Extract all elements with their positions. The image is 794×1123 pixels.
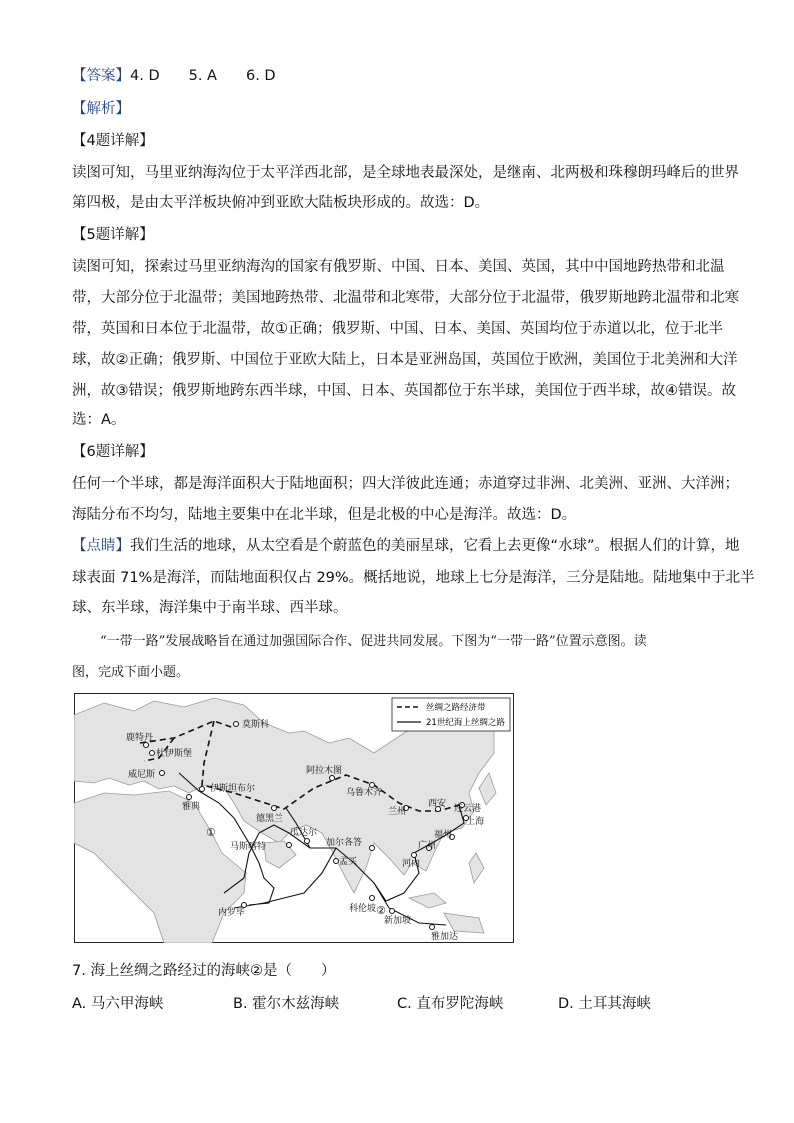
belt-road-map (74, 693, 514, 943)
q5-line-4: 球，故②正确；俄罗斯、中国位于亚欧大陆上，日本是亚洲岛国，英国位于欧洲，美国位于北美洲和大洋 (72, 352, 738, 368)
tips-line-1 (72, 536, 740, 556)
city-gwadar: 瓜达尔 (290, 828, 318, 838)
strait-marker-2: ② (376, 904, 386, 917)
strait-marker-1: ① (206, 826, 216, 839)
tips-line-2: 球表面 71%是海洋，而陆地面积仅占 29%。概括地说，地球上七分是海洋，三分是陆地。陆地集中于北半 (72, 570, 755, 586)
city-almaty: 阿拉木图 (306, 766, 343, 776)
city-guangzhou: 广州 (418, 841, 437, 851)
q4-label: 【4题详解】 (72, 133, 154, 149)
option-c[interactable]: C. 直布罗陀海峡 (397, 996, 504, 1012)
city-muscat: 马斯喀特 (230, 842, 267, 852)
option-a[interactable]: A. 马六甲海峡 (72, 996, 164, 1012)
city-jakarta: 雅加达 (431, 932, 459, 942)
legend-land-route: 丝绸之路经济带 (426, 703, 486, 713)
city-tehran: 德黑兰 (256, 814, 284, 824)
tips-line-3: 球、东半球，海洋集中于南半球、西半球。 (72, 600, 348, 616)
answer-line (72, 66, 276, 86)
q5-line-2: 带，大部分位于北温带；美国地跨热带、北温带和北寒带，大部分位于北温带，俄罗斯地跨北温带和北寒 (72, 290, 739, 306)
city-colombo: 科伦坡 (349, 904, 377, 914)
city-fuzhou: 福州 (434, 830, 453, 840)
city-venice: 威尼斯 (128, 770, 156, 780)
map-legend (392, 698, 510, 731)
city-lianyungang: 连云港 (454, 804, 482, 814)
analysis-label: 【解析】 (72, 101, 130, 117)
city-singapore: 新加坡 (384, 916, 412, 926)
city-shanghai: 上海 (466, 817, 485, 827)
intro-line-2: 图，完成下面小题。 (72, 665, 190, 680)
q5-line-3: 带，英国和日本位于北温带，故①正确；俄罗斯、中国、日本、美国、英国均位于赤道以北，位于北半 (72, 321, 723, 337)
city-rotterdam: 鹿特丹 (126, 733, 154, 743)
city-urumqi: 乌鲁木齐 (346, 788, 383, 798)
city-nairobi: 内罗毕 (218, 908, 246, 918)
q4-line-1: 读图可知，马里亚纳海沟位于太平洋西北部，是全球地表最深处，是继南、北两极和珠穆朗玛峰后的世界 (72, 165, 739, 181)
city-istanbul: 伊斯坦布尔 (210, 784, 256, 794)
city-hanoi: 河内 (402, 859, 421, 869)
city-moscow: 莫斯科 (242, 720, 270, 730)
q5-line-5: 洲，故③错误；俄罗斯地跨东西半球，中国、日本、英国都位于东半球，美国位于西半球，故④错误。故 (72, 383, 736, 399)
city-xian: 西安 (428, 799, 447, 809)
q6-line-1: 任何一个半球，都是海洋面积大于陆地面积；四大洋彼此连通；赤道穿过非洲、北美洲、亚洲、大洋洲； (72, 476, 739, 492)
legend-sea-route: 21世纪海上丝绸之路 (426, 718, 505, 728)
city-kolkata: 加尔各答 (326, 838, 363, 848)
city-duisburg: 杜伊斯堡 (156, 749, 193, 759)
intro-line-1: “一带一路”发展战略旨在通过加强国际合作、促进共同发展。下图为“一带一路”位置示意图。读 (100, 634, 647, 649)
option-b[interactable]: B. 霍尔木兹海峡 (233, 996, 340, 1012)
q5-line-6: 选：A。 (72, 412, 126, 428)
q6-label: 【6题详解】 (72, 444, 154, 460)
answer-text: 4. D 5. A 6. D (130, 68, 276, 84)
option-d[interactable]: D. 土耳其海峡 (558, 996, 651, 1012)
city-athens: 雅典 (182, 802, 201, 812)
answer-label: 【答案】 (72, 68, 130, 84)
q4-line-2: 第四极，是由太平洋板块俯冲到亚欧大陆板块形成的。故选：D。 (72, 195, 490, 211)
tips-label: 【点睛】 (72, 538, 130, 554)
city-lanzhou: 兰州 (388, 807, 407, 817)
q6-line-2: 海陆分布不均匀，陆地主要集中在北半球，但是北极的中心是海洋。故选：D。 (72, 507, 577, 523)
city-mumbai: 孟买 (339, 857, 358, 867)
question-7-stem: 7. 海上丝绸之路经过的海峡②是（ ） (72, 963, 336, 979)
tips-text-1: 我们生活的地球，从太空看是个蔚蓝色的美丽星球，它看上去更像“水球”。根据人们的计算，地 (130, 538, 740, 554)
q5-line-1: 读图可知，探索过马里亚纳海沟的国家有俄罗斯、中国、日本、美国、英国，其中中国地跨热带和北温 (72, 259, 725, 275)
q5-label: 【5题详解】 (72, 227, 154, 243)
